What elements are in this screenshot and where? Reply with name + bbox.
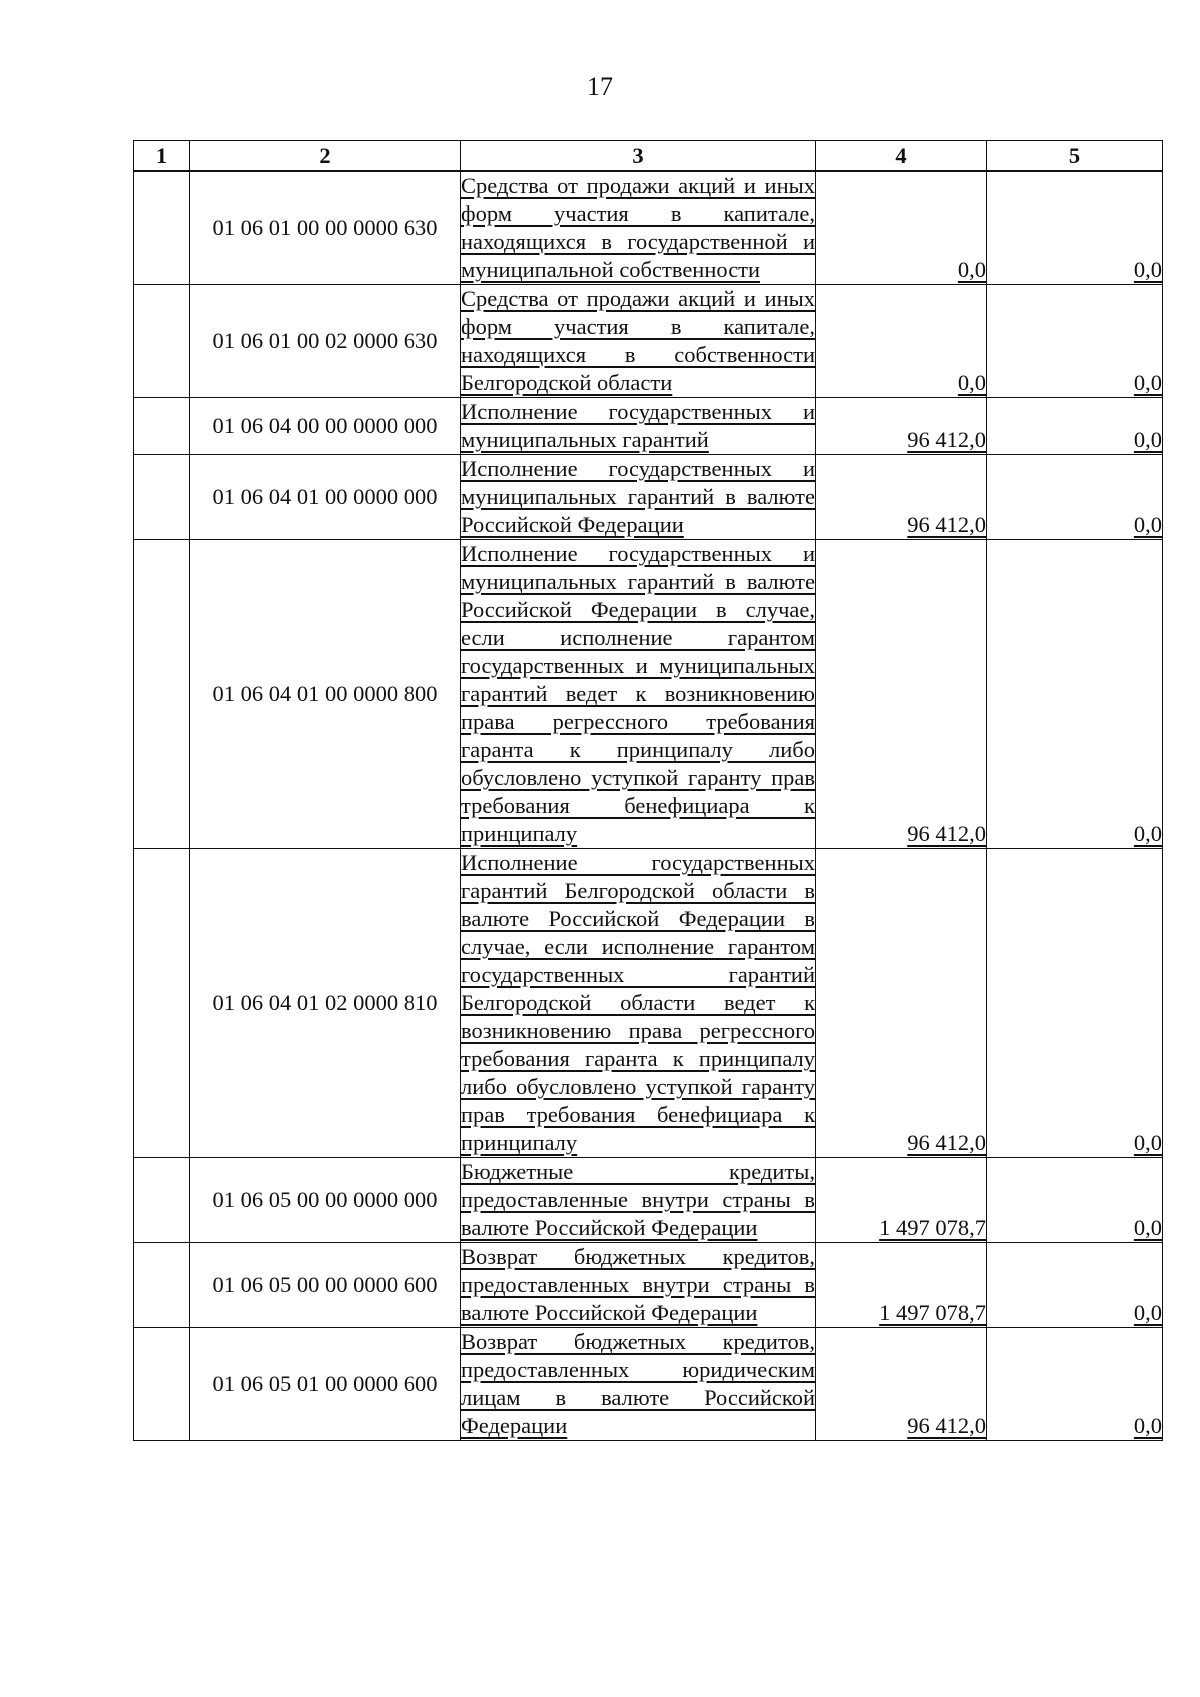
amount-col5-value: 0,0 (1133, 1300, 1162, 1325)
amount-col5-value: 0,0 (1133, 370, 1162, 395)
table-row (134, 171, 1163, 285)
row-number-cell (134, 540, 190, 849)
amount-col4-cell (816, 398, 987, 455)
budget-code-cell: 01 06 05 00 00 0000 000 (190, 1158, 461, 1243)
table-row (134, 398, 1163, 455)
amount-col4-value: 1 497 078,7 (879, 1300, 986, 1325)
amount-col5-cell (987, 285, 1163, 398)
source-name-text: Средства от продажи акций и иных форм участия в капитале, находящихся в государственной и муниципальной собственности (461, 173, 815, 282)
source-name-cell (461, 171, 816, 285)
amount-col4-value: 96 412,0 (907, 512, 986, 537)
source-name-text: Возврат бюджетных кредитов, предоставленных юридическим лицам в валюте Российской Федерации (461, 1329, 815, 1438)
header-col-4: 4 (816, 141, 987, 172)
amount-col4-value: 96 412,0 (907, 427, 986, 452)
amount-col5-cell (987, 849, 1163, 1158)
source-name-text: Исполнение государственных и муниципальных гарантий в валюте Российской Федерации в случае, если исполнение гарантом государственных и муниципальных гарантий ведет к возникновению права регрессного требования гаранта к принципалу либо обусловлено уступкой гаранту прав требования бенефициара к принципалу (461, 541, 815, 846)
amount-col5-value: 0,0 (1133, 427, 1162, 452)
amount-col5-value: 0,0 (1133, 1130, 1162, 1155)
amount-col4-value: 96 412,0 (907, 1130, 986, 1155)
budget-code-cell: 01 06 05 01 00 0000 600 (190, 1328, 461, 1441)
amount-col5-cell (987, 1158, 1163, 1243)
amount-col4-cell (816, 285, 987, 398)
budget-code-cell: 01 06 04 01 02 0000 810 (190, 849, 461, 1158)
row-number-cell (134, 1158, 190, 1243)
amount-col4-value: 0,0 (957, 370, 986, 395)
row-number-cell (134, 455, 190, 540)
budget-code-cell: 01 06 04 00 00 0000 000 (190, 398, 461, 455)
row-number-cell (134, 1328, 190, 1441)
source-name-text: Бюджетные кредиты, предоставленные внутри страны в валюте Российской Федерации (461, 1159, 815, 1240)
source-name-cell (461, 1328, 816, 1441)
amount-col5-value: 0,0 (1133, 1413, 1162, 1438)
budget-code-cell: 01 06 01 00 00 0000 630 (190, 171, 461, 285)
budget-code-cell: 01 06 01 00 02 0000 630 (190, 285, 461, 398)
table-row (134, 540, 1163, 849)
amount-col4-cell (816, 1328, 987, 1441)
amount-col5-cell (987, 540, 1163, 849)
row-number-cell (134, 398, 190, 455)
amount-col5-value: 0,0 (1133, 512, 1162, 537)
amount-col5-value: 0,0 (1133, 1215, 1162, 1240)
header-col-1: 1 (134, 141, 190, 172)
source-name-text: Исполнение государственных гарантий Белгородской области в валюте Российской Федерации в случае, если исполнение гарантом государственных гарантий Белгородской области ведет к возникновению права регрессного требования гаранта к принципалу либо обусловлено уступкой гаранту прав требования бенефициара к принципалу (461, 850, 815, 1155)
amount-col4-value: 0,0 (957, 257, 986, 282)
amount-col4-cell (816, 455, 987, 540)
amount-col4-value: 96 412,0 (907, 1413, 986, 1438)
header-col-2: 2 (190, 141, 461, 172)
amount-col5-cell (987, 398, 1163, 455)
amount-col5-cell (987, 455, 1163, 540)
table-header-row (134, 141, 1163, 172)
source-name-cell (461, 1158, 816, 1243)
source-name-cell (461, 540, 816, 849)
row-number-cell (134, 285, 190, 398)
amount-col4-cell (816, 540, 987, 849)
budget-code-cell: 01 06 04 01 00 0000 000 (190, 455, 461, 540)
amount-col4-value: 96 412,0 (907, 821, 986, 846)
row-number-cell (134, 171, 190, 285)
source-name-text: Исполнение государственных и муниципальных гарантий (461, 399, 815, 452)
page-number: 17 (587, 72, 613, 101)
amount-col5-cell (987, 1328, 1163, 1441)
source-name-cell (461, 285, 816, 398)
source-name-text: Исполнение государственных и муниципальных гарантий в валюте Российской Федерации (461, 456, 815, 537)
source-name-cell (461, 1243, 816, 1328)
source-name-cell (461, 398, 816, 455)
amount-col4-cell (816, 849, 987, 1158)
table-row (134, 1328, 1163, 1441)
source-name-text: Средства от продажи акций и иных форм участия в капитале, находящихся в собственности Белгородской области (461, 286, 815, 395)
amount-col5-cell (987, 171, 1163, 285)
amount-col4-cell (816, 1158, 987, 1243)
table-row (134, 455, 1163, 540)
table-row (134, 285, 1163, 398)
row-number-cell (134, 849, 190, 1158)
source-name-cell (461, 455, 816, 540)
source-name-text: Возврат бюджетных кредитов, предоставленных внутри страны в валюте Российской Федерации (461, 1244, 815, 1325)
amount-col5-value: 0,0 (1133, 257, 1162, 282)
table-row (134, 1243, 1163, 1328)
budget-sources-table (133, 140, 1163, 1441)
budget-code-cell: 01 06 05 00 00 0000 600 (190, 1243, 461, 1328)
amount-col5-cell (987, 1243, 1163, 1328)
table-row (134, 849, 1163, 1158)
amount-col4-value: 1 497 078,7 (879, 1215, 986, 1240)
budget-code-cell: 01 06 04 01 00 0000 800 (190, 540, 461, 849)
amount-col5-value: 0,0 (1133, 821, 1162, 846)
table-row (134, 1158, 1163, 1243)
header-col-3: 3 (461, 141, 816, 172)
header-col-5: 5 (987, 141, 1163, 172)
amount-col4-cell (816, 171, 987, 285)
amount-col4-cell (816, 1243, 987, 1328)
row-number-cell (134, 1243, 190, 1328)
source-name-cell (461, 849, 816, 1158)
